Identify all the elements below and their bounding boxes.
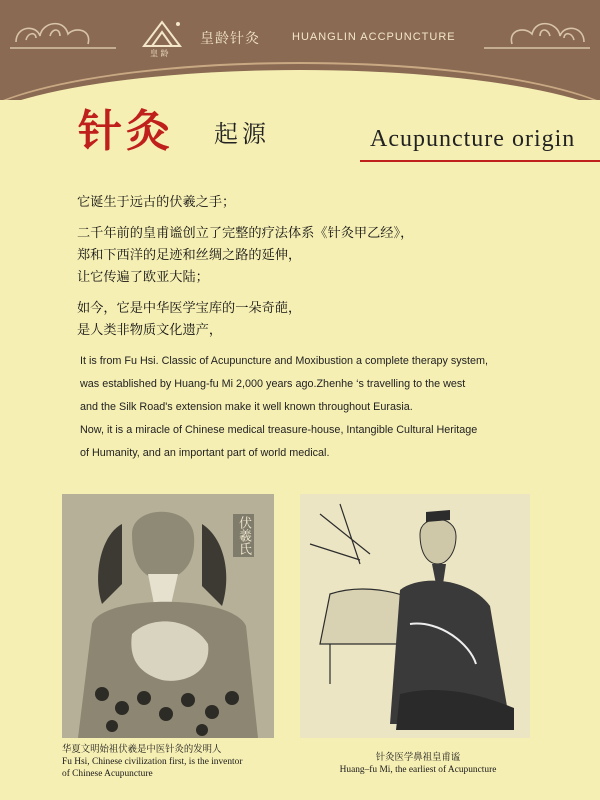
- huangling-logo-icon: [140, 18, 184, 52]
- chinese-line: 它诞生于远古的伏羲之手；: [77, 195, 236, 210]
- chinese-line: 让它传遍了欧亚大陆；: [77, 270, 209, 285]
- caption-right-chinese: 针灸医学鼻祖皇甫谧: [375, 752, 461, 763]
- header-banner: [0, 0, 600, 100]
- brand-name-english: HUANGLIN ACCPUNCTURE: [292, 31, 456, 43]
- title-chinese-black: 起源: [214, 120, 270, 148]
- english-line: was established by Huang-fu Mi 2,000 years ago.Zhenhe ‘s travelling to the west: [80, 378, 466, 390]
- fu-hsi-name-label: 伏羲氏: [233, 514, 254, 557]
- chinese-paragraph-1: [77, 192, 537, 214]
- caption-right-english: Huang–fu Mi, the earliest of Acupuncture: [339, 765, 497, 775]
- chinese-line: 是人类非物质文化遗产，: [77, 323, 223, 338]
- cloud-ornament-right-icon: [474, 6, 594, 56]
- english-line: and the Silk Road's extension make it well known throughout Eurasia.: [80, 401, 413, 413]
- caption-left-chinese: 华夏文明始祖伏羲是中医针灸的发明人: [62, 744, 222, 755]
- logo-subtitle: 皇 龄: [150, 49, 169, 58]
- fu-hsi-portrait: [62, 494, 274, 738]
- english-line: Now, it is a miracle of Chinese medical treasure-house, Intangible Cultural Heritage: [80, 424, 478, 436]
- chinese-paragraph-2: [77, 223, 537, 289]
- huang-fu-mi-portrait: [300, 494, 530, 738]
- title-underline: [360, 160, 600, 162]
- english-line: It is from Fu Hsi. Classic of Acupuncture and Moxibustion a complete therapy system,: [80, 355, 489, 367]
- english-paragraph: [80, 350, 560, 465]
- chinese-line: 如今，它是中华医学宝库的一朵奇葩，: [77, 301, 302, 316]
- brand-name-chinese: 皇龄针灸: [200, 31, 260, 47]
- chinese-paragraph-3: [77, 298, 537, 342]
- caption-right: [300, 752, 536, 776]
- caption-left: [62, 744, 292, 780]
- chinese-line: 二千年前的皇甫谧创立了完整的疗法体系《针灸甲乙经》，: [77, 226, 414, 241]
- english-line: of Humanity, and an important part of world medical.: [80, 447, 330, 459]
- chinese-line: 郑和下西洋的足迹和丝绸之路的延伸，: [77, 248, 302, 263]
- title-english: Acupuncture origin: [370, 126, 576, 152]
- chinese-paragraphs: [77, 192, 537, 351]
- caption-left-english-2: of Chinese Acupuncture: [62, 769, 153, 779]
- caption-left-english-1: Fu Hsi, Chinese civilization first, is the inventor: [62, 757, 243, 767]
- huang-fu-mi-figure-icon: [300, 494, 530, 738]
- title-chinese-red: 针灸: [78, 106, 174, 157]
- cloud-ornament-left-icon: [6, 6, 126, 56]
